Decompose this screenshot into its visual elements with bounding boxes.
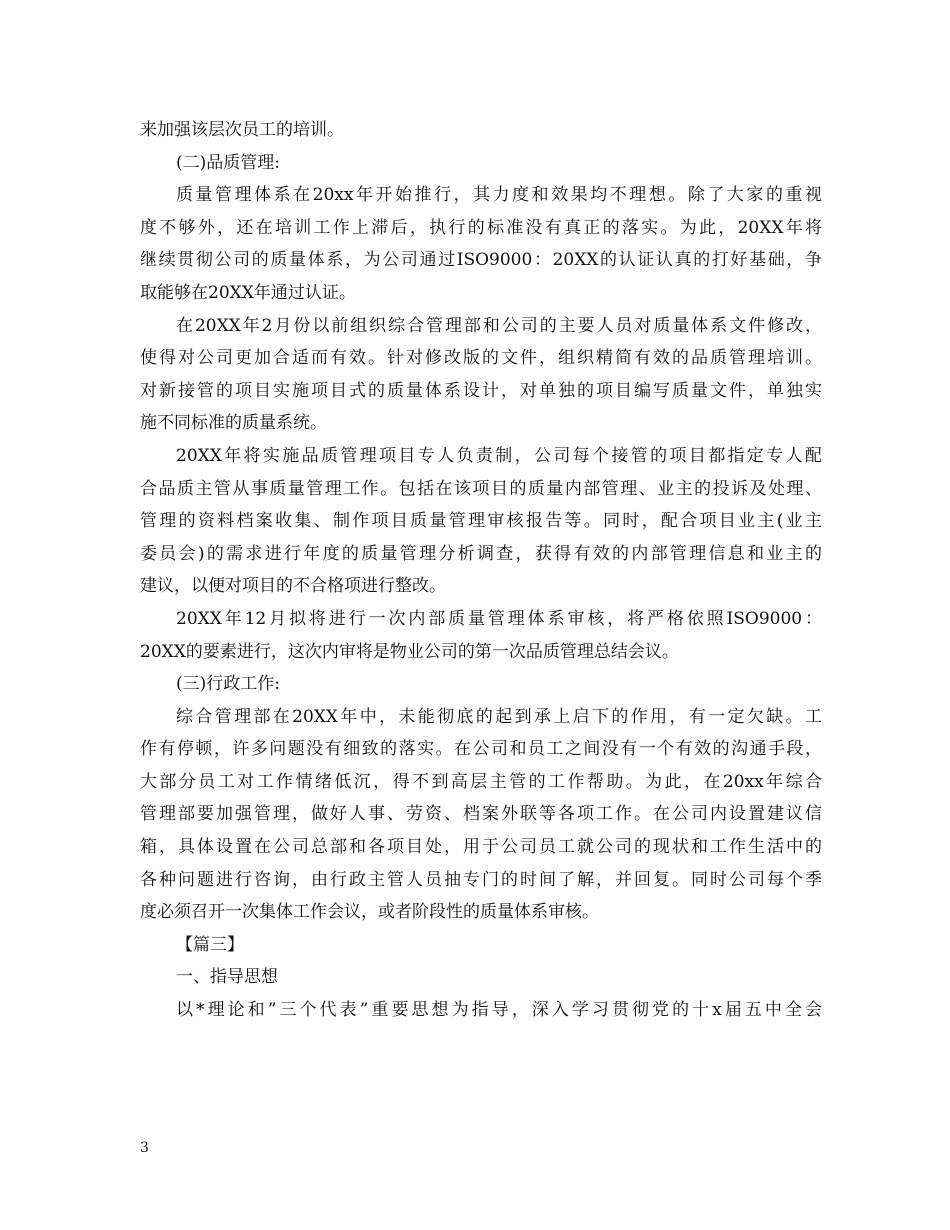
text-line: 20XX的要素进行，这次内审将是物业公司的第一次品质管理总结会议。 [140,641,679,662]
document-body [140,114,822,1027]
text-line: (三)行政工作: [176,674,280,695]
text-line: 20XX年12月拟将进行一次内部质量管理体系审核，将严格依照ISO9000： [176,608,822,629]
text-line: (二)品质管理: [176,152,280,173]
text-line: 管理的资料档案收集、制作项目质量管理审核报告等。同时，配合项目业主(业主 [140,511,822,532]
text-line: 使得对公司更加合适而有效。针对修改版的文件，组织精简有效的品质管理培训。 [140,348,822,369]
text-line: 继续贯彻公司的质量体系，为公司通过ISO9000：20XX的认证认真的打好基础，争 [140,250,822,271]
text-line: 一、指导思想 [176,967,278,988]
text-line: 委员会)的需求进行年度的质量管理分析调查，获得有效的内部管理信息和业主的 [140,543,822,564]
text-line: 合品质主管从事质量管理工作。包括在该项目的质量内部管理、业主的投诉及处理、 [140,478,822,499]
text-line: 作有停顿，许多问题没有细致的落实。在公司和员工之间没有一个有效的沟通手段， [140,739,822,760]
text-line: 综合管理部在20XX年中，未能彻底的起到承上启下的作用，有一定欠缺。工 [176,706,822,727]
text-line: 对新接管的项目实施项目式的质量体系设计，对单独的项目编写质量文件，单独实 [140,380,822,401]
text-line: 度必须召开一次集体工作会议，或者阶段性的质量体系审核。 [140,902,599,923]
text-line: 建议，以便对项目的不合格项进行整改。 [140,576,446,597]
text-line: 以*理论和”三个代表”重要思想为指导，深入学习贯彻党的十x届五中全会 [176,1000,822,1021]
text-line: 各种问题进行咨询，由行政主管人员抽专门的时间了解，并回复。同时公司每个季 [140,869,822,890]
text-line: 箱，具体设置在公司总部和各项目处，用于公司员工就公司的现状和工作生活中的 [140,837,822,858]
text-line: 大部分员工对工作情绪低沉，得不到高层主管的工作帮助。为此，在20xx年综合 [140,771,822,792]
text-line: 取能够在20XX年通过认证。 [140,282,356,303]
text-line: 质量管理体系在20xx年开始推行，其力度和效果均不理想。除了大家的重视 [176,185,822,206]
text-line: 管理部要加强管理，做好人事、劳资、档案外联等各项工作。在公司内设置建议信 [140,804,822,825]
text-line: 20XX年将实施品质管理项目专人负责制，公司每个接管的项目都指定专人配 [176,445,822,466]
text-line: 度不够外，还在培训工作上滞后，执行的标准没有真正的落实。为此，20XX年将 [140,217,822,238]
text-line: 施不同标准的质量系统。 [140,413,327,434]
text-line: 在20XX年2月份以前组织综合管理部和公司的主要人员对质量体系文件修改， [176,315,822,336]
page-number: 3 [140,1140,149,1156]
text-line: 【篇三】 [176,934,244,955]
text-line: 来加强该层次员工的培训。 [140,120,344,140]
